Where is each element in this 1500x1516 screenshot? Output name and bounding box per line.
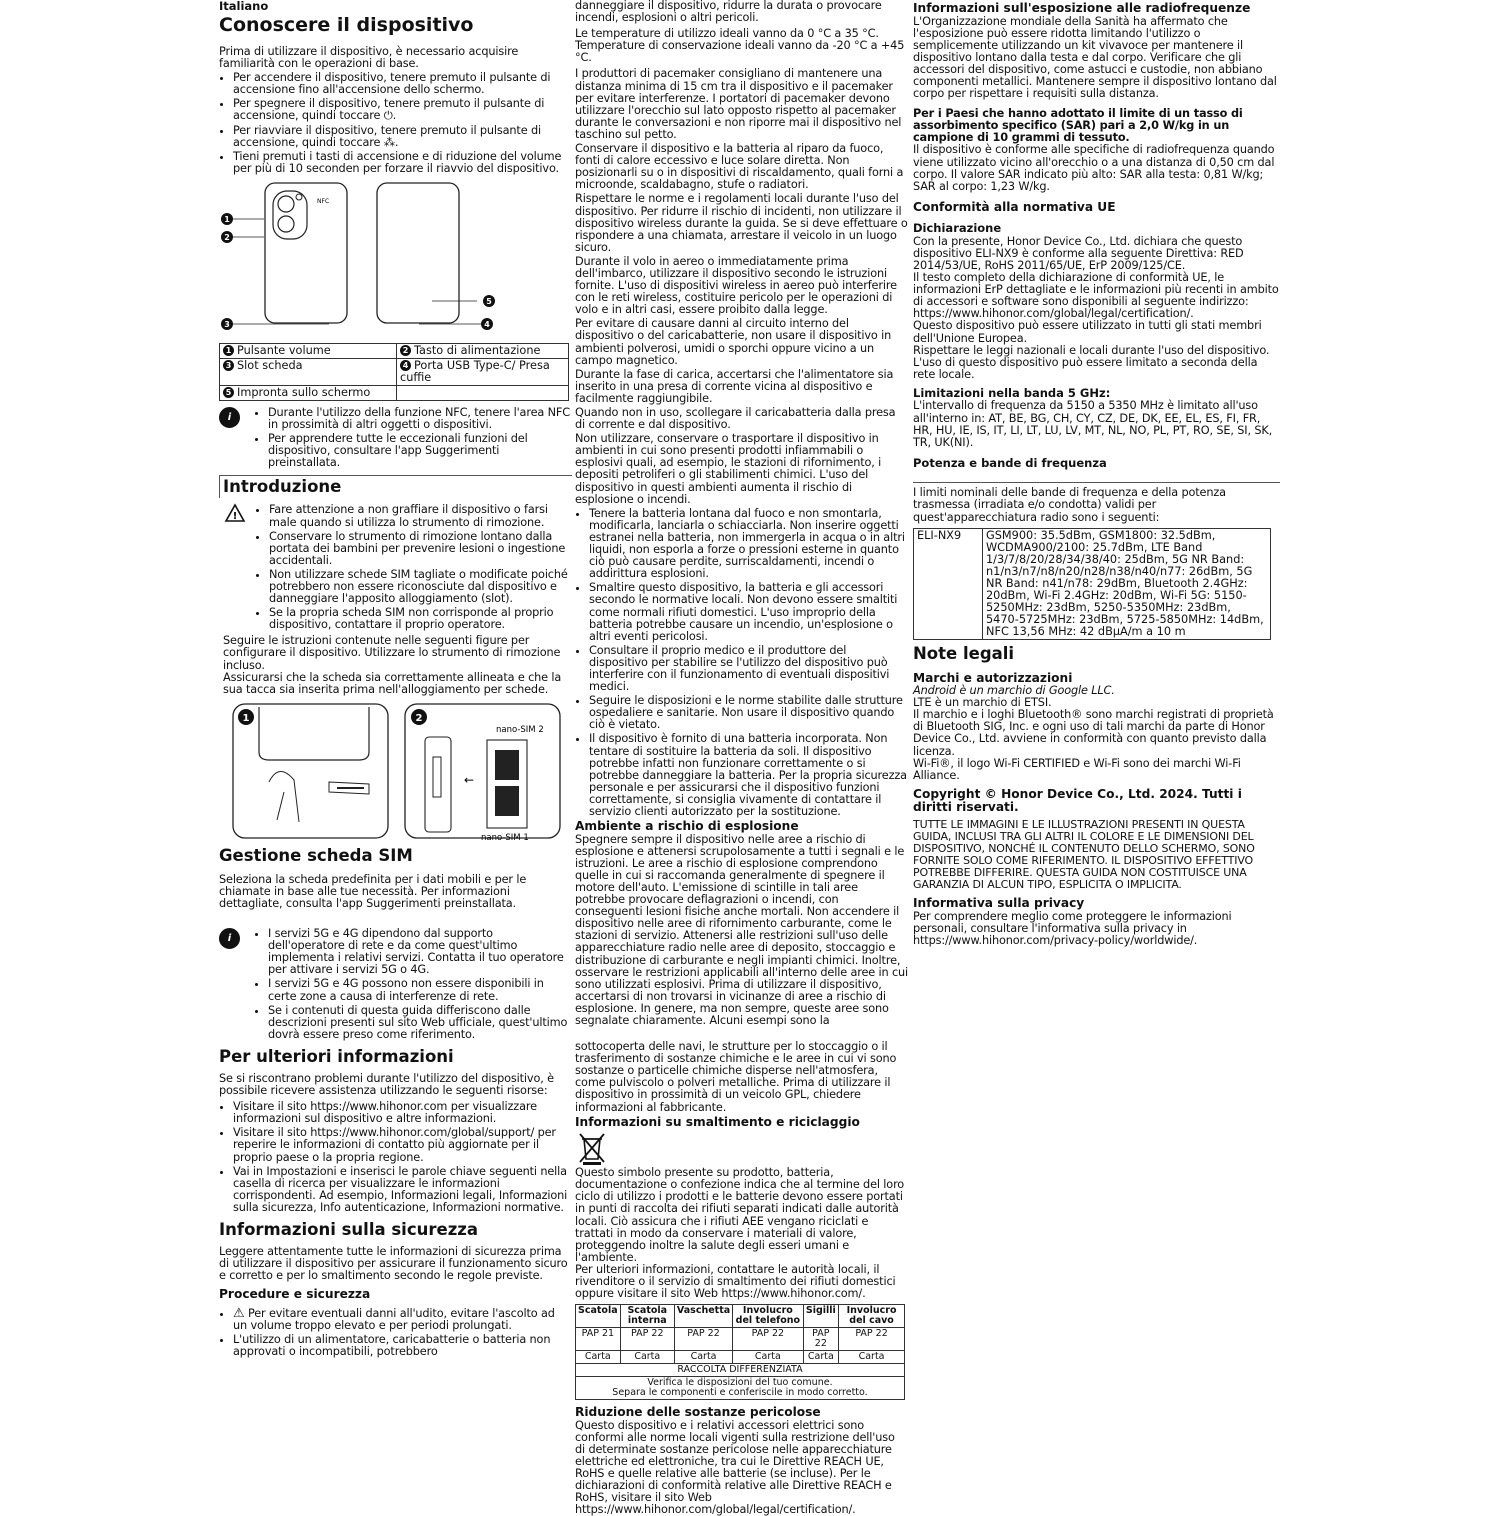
list-item: • Durante l'utilizzo della funzione NFC, tenere l'area NFC in prossimità di altri oggetti o dispositivi. bbox=[268, 407, 572, 431]
ambiente-text: Spegnere sempre il dispositivo nelle aree a rischio di esplosione e attenersi scrupolosamente a tutti i segnali e le istruzioni. Le aree a rischio di esplosione comprendono quelle in cui si raccomanda generalmente di spegnere il motore dell'auto. L'emissione di scintille in tali aree potrebbe provocare deflagrazioni o incendi, con conseguenti lesioni fisiche anche mortali. Non accendere il dispositivo nelle aree di rifornimento carburante, come le stazioni di servizio. Attenersi alle restrizioni sull'uso delle apparecchiature radio nelle aree di deposito, stoccaggio e distribuzione di carburante e negli impianti chimici. Inoltre, osservare le restrizioni applicabili all'interno delle aree in cui sono utilizzati esplosivi. Prima di utilizzare il dispositivo, accertarsi di non trovarsi in vicinanze di aree a rischio di esplosione. In genere, ma non sempre, queste aree sono segnalate chiaramente. Alcuni esempi sono la bbox=[575, 832, 909, 1027]
list-item: • Vai in Impostazioni e inserisci le parole chiave seguenti nella casella di ricerca per visualizzare le informazioni corrispondenti. Ad esempio, Informazioni legali, Informazioni sulla sicurezza, Info autenticazione, Informazioni normative. bbox=[233, 1166, 572, 1214]
list-item: • Per apprendere tutte le eccezionali funzioni del dispositivo, consultare l'app Suggerimenti preinstallata. bbox=[268, 433, 572, 469]
list-item: • Per riavviare il dispositivo, tenere premuto il pulsante di accensione, quindi toccare ⁂. bbox=[233, 125, 572, 149]
hand-sketch bbox=[269, 771, 369, 822]
hearing-warning-icon: ⚠ bbox=[233, 1305, 245, 1321]
list-item: • Conservare lo strumento di rimozione lontano dalla portata dei bambini per prevenire lesioni o ingestione accidentali. bbox=[269, 531, 572, 567]
list-item: • Per accendere il dispositivo, tenere premuto il pulsante di accensione fino all'accensione dello schermo. bbox=[233, 72, 572, 96]
disclaimer-caps: TUTTE LE IMMAGINI E LE ILLUSTRAZIONI PRESENTI IN QUESTA GUIDA, INCLUSI TRA GLI ALTRI IL COLORE E LE DIMENSIONI DEL DISPOSITIVO, NONCHÉ IL CONTENUTO DELLO SCHERMO, SONO FORNITE SOLO COME RIFERIMENTO. IL DISPOSITIVO EFFETTIVO POTREBBE DIFFERIRE. QUESTA GUIDA NON COSTITUISCE UNA GARANZIA DI ALCUN TIPO, ESPLICITA O IMPLICITA. bbox=[913, 817, 1255, 892]
copyright: Copyright © Honor Device Co., Ltd. 2024. Tutti i diritti riservati. bbox=[913, 786, 1242, 815]
parts-table: 1 Pulsante volume 2 Tasto di alimentazione 3 Slot scheda 4 Porta USB Type-C/ Presa cuffie 5 Impronta sullo schermo bbox=[219, 343, 569, 401]
text-paragraph: danneggiare il dispositivo, ridurre la durata o provocare incendi, esplosioni o altri pericoli. bbox=[575, 0, 882, 25]
privacy-text: Per comprendere meglio come proteggere le informazioni personali, consultare l'informativa sulla privacy in https://www.hihonor.com/privacy-policy/worldwide/. bbox=[913, 909, 1232, 948]
intro-text: Prima di utilizzare il dispositivo, è necessario acquisire familiarità con le operazioni di base. bbox=[219, 45, 519, 71]
sim-instructions: Seguire le istruzioni contenute nelle seguenti figure per configurare il dispositivo. Utilizzare lo strumento di rimozione incluso. bbox=[223, 634, 561, 672]
sicurezza-text: Leggere attentamente tutte le informazioni di sicurezza prima di utilizzare il dispositivo per assicurare il funzionamento sicuro e corretto e per lo smaltimento secondo le regole previste. bbox=[219, 1244, 568, 1283]
section-title-introduzione: Introduzione bbox=[223, 477, 342, 497]
language-label: Italiano bbox=[219, 0, 269, 13]
section-title-conoscere: Conoscere il dispositivo bbox=[219, 14, 474, 36]
text-paragraph: Durante il volo in aereo o immediatamente prima dell'imbarco, utilizzare il dispositivo secondo le istruzioni fornite. L'uso di dispositivi wireless in aereo può interferire con le reti wireless, costituire pericolo per le operazioni di volo e in altri casi, essere proibito dalla legge. bbox=[575, 254, 897, 317]
svg-text:1: 1 bbox=[224, 214, 230, 224]
list-item: • Smaltire questo dispositivo, la batteria e gli accessori secondo le normative locali. Non devono essere smaltiti come normali rifiuti domestici. L'uso improprio della batteria potrebbe causare un incendio, un'esplosione o altri eventi pericolosi. bbox=[589, 582, 908, 642]
riduzione-title: Riduzione delle sostanze pericolose bbox=[575, 1405, 821, 1420]
ulteriori-text: Se si riscontrano problemi durante l'utilizzo del dispositivo, è possibile ricevere assistenza utilizzando le seguenti risorse: bbox=[219, 1071, 554, 1098]
band-title: Limitazioni nella banda 5 GHz: bbox=[913, 385, 1111, 400]
part-label: Porta USB Type-C/ Presa cuffie bbox=[400, 358, 550, 384]
bands-cell: GSM900: 35.5dBm, GSM1800: 32.5dBm, WCDMA900/2100: 25.7dBm, LTE Band 1/3/7/8/20/28/34/38/40: 25dBm, 5G NR Band: n1/n3/n7/n8/n20/n28/n38/n40/n77: 26dBm, 5G NR Band: n41/n78: 29dBm, Bluetooth 2.4GHz: 20dBm, Wi-Fi 2.4GHz: 20dBm, Wi-Fi 5G: 5150-5250MHz: 23dBm, 5250-5350MHz: 23dBm, 5470-5725MHz: 23dBm, 5725-5850MHz: 14dBm, NFC 13,56 MHz: 42 dBµA/m a 10 m bbox=[983, 528, 1271, 639]
part-label: Tasto di alimentazione bbox=[414, 343, 541, 357]
svg-text:5: 5 bbox=[486, 296, 492, 306]
dichiarazione-text-2: Il testo completo della dichiarazione di conformità UE, le informazioni ErP dettagliate e le informazioni più recenti in ambito di accessori e software sono disponibili al seguente indirizzo: https://www.hihonor.com/global/legal/certification/. bbox=[913, 271, 1279, 321]
text-paragraph: Per evitare di causare danni al circuito interno del dispositivo o del caricabatterie, non usare il dispositivo in ambienti polverosi, umidi o sporchi oppure vicino a un campo magnetico. bbox=[575, 317, 892, 367]
marchi-lte: LTE è un marchio di ETSI. bbox=[913, 696, 1052, 710]
text-paragraph: I produttori di pacemaker consigliano di mantenere una distanza minima di 15 cm tra il dispositivo e il pacemaker per evitare interferenze. I portatori di pacemaker devono utilizzare l'orecchio sul lato opposto rispetto al pacemaker durante le conversazioni e non riporre mai il dispositivo nel taschino sul petto. bbox=[575, 67, 902, 141]
text-paragraph: Conservare il dispositivo e la batteria al riparo da fuoco, fonti di calore eccessivo e luce solare diretta. Non posizionarli su o in dispositivi di riscaldamento, quali forni a microonde, scaldabagno, stufe o radiatori. bbox=[575, 142, 904, 192]
phone-diagram bbox=[219, 179, 572, 339]
part-label: Pulsante volume bbox=[237, 343, 331, 357]
privacy-title: Informativa sulla privacy bbox=[913, 896, 1085, 911]
phone-top-outline bbox=[259, 707, 369, 760]
phone-back bbox=[265, 183, 347, 323]
smaltimento-more: Per ulteriori informazioni, contattare le autorità locali, il rivenditore o il servizio di smaltimento dei rifiuti domestici oppure visitare il sito Web https://www.hihonor.com/. bbox=[575, 1262, 896, 1301]
potenza-title: Potenza e bande di frequenza bbox=[913, 455, 1107, 470]
list-item: • Per spegnere il dispositivo, tenere premuto il pulsante di accensione, quindi toccare ⏻. bbox=[233, 98, 572, 122]
note-block bbox=[219, 407, 572, 471]
nfc-label: NFC bbox=[317, 197, 330, 205]
text-paragraph: Durante la fase di carica, accertarsi che l'alimentatore sia inserito in una presa di corrente vicina al dispositivo e facilmente raggiungibile. bbox=[575, 367, 894, 405]
battery-list bbox=[575, 508, 908, 818]
smaltimento-title: Informazioni su smaltimento e riciclaggio bbox=[575, 1114, 860, 1129]
sim-tray-diagram bbox=[219, 702, 572, 842]
warning-block bbox=[219, 504, 572, 633]
bands-table bbox=[913, 528, 1271, 640]
procedure-list bbox=[219, 1305, 572, 1359]
smaltimento-text: Questo simbolo presente su prodotto, batteria, documentazione o confezione indica che al termine del loro ciclo di utilizzo i prodotti e le batterie devono essere portati in punti di raccolta dei rifiuti separati indicati dalle autorità locali. Ciò assicura che i rifiuti AEE vengano riciclati e trattati in modo da conservare i materiali di valore, proteggendo inoltre la salute degli esseri umani e l'ambiente. bbox=[575, 1166, 905, 1264]
ue-title: Conformità alla normativa UE bbox=[913, 199, 1116, 214]
list-item: • Visitare il sito https://www.hihonor.com per visualizzare informazioni sul dispositivo e altre informazioni. bbox=[233, 1101, 572, 1125]
weee-bin-icon bbox=[575, 1131, 609, 1165]
list-item: • Se i contenuti di questa guida differiscono dalle descrizioni presenti sul sito Web ufficiale, quest'ultimo dovrà essere preso come riferimento. bbox=[268, 1005, 572, 1041]
marchi-android: Android è un marchio di Google LLC. bbox=[913, 684, 1115, 698]
model-cell: ELI-NX9 bbox=[914, 528, 983, 639]
recycling-table: Scatola Scatola interna Vaschetta Involucro del telefono Sigilli Involucro del cavo PAP 21 PAP 22 PAP 22 PAP 22 PAP 22 PAP 22 Carta Carta Carta Carta Carta Carta RACCOLTA DIFFERENZIATA Verifica le disposizioni del tuo comune. Separa le componenti e conferiscile in modo corretto. bbox=[575, 1304, 905, 1400]
section-title-note-legali: Note legali bbox=[913, 643, 1015, 663]
introduzione-header bbox=[219, 475, 572, 498]
ambiente-continued: sottocoperta delle navi, le strutture per lo stoccaggio o il trasferimento di sostanze chimiche e le aree in cui vi sono sostanze o particelle chimiche disperse nell'atmosfera, come pulviscolo o polveri metalliche. Prima di utilizzare il dispositivo in prossimità di un veicolo GPL, chiedere informazioni al fabbricante. bbox=[575, 1040, 897, 1114]
marchi-title: Marchi e autorizzazioni bbox=[913, 670, 1073, 685]
warning-icon bbox=[225, 504, 245, 522]
list-item: • Consultare il proprio medico e il produttore del dispositivo per stabilire se l'utilizzo del dispositivo può interferire con il funzionamento di eventuali dispositivi medici. bbox=[589, 645, 908, 693]
list-item: • I servizi 5G e 4G dipendono dal supporto dell'operatore di rete e da come quest'ultimo implementa i relativi servizi. Contatta il tuo operatore per attivare i servizi 5G o 4G. bbox=[268, 928, 572, 976]
nano-sim-1-label: nano-SIM 1 bbox=[481, 832, 529, 843]
svg-text:4: 4 bbox=[484, 319, 490, 329]
svg-text:1: 1 bbox=[242, 712, 250, 724]
callout-4 bbox=[481, 318, 493, 330]
phone-front bbox=[377, 183, 459, 323]
callout-5 bbox=[483, 295, 495, 307]
svg-text:2: 2 bbox=[224, 232, 230, 242]
phone-side bbox=[425, 737, 451, 832]
column-3 bbox=[913, 0, 1280, 1500]
dichiarazione-text-3: Questo dispositivo può essere utilizzato in tutti gli stati membri dell'Unione Europea. bbox=[913, 319, 1262, 345]
svg-text:3: 3 bbox=[224, 319, 230, 329]
svg-text:2: 2 bbox=[415, 712, 423, 724]
step-2-badge bbox=[411, 709, 427, 725]
svg-text:!: ! bbox=[232, 511, 238, 523]
nano-sim-2-label: nano-SIM 2 bbox=[496, 724, 544, 735]
svg-text:←: ← bbox=[464, 772, 475, 787]
list-item: • Il dispositivo è fornito di una batteria incorporata. Non tentare di sostituire la batteria da soli. Il dispositivo potrebbe infatti non funzionare correttamente o si potrebbe danneggiare la batteria. Per la propria sicurezza personale e per assicurarsi che il dispositivo funzioni correttamente, si consiglia vivamente di contattare il servizio clienti autorizzato per la sostituzione. bbox=[589, 733, 908, 818]
list-item: • Tenere la batteria lontana dal fuoco e non smontarla, modificarla, lanciarla o schiacciarla. Non inserire oggetti estranei nella batteria, non immergerla in acqua o in altri liquidi, non esporla a forze o pressioni esterne in quanto ciò può causare perdite, surriscaldamenti, incendi o addirittura esplosioni. bbox=[589, 508, 908, 581]
sar-bold: Per i Paesi che hanno adottato il limite di un tasso di assorbimento specifico (SAR) pari a 2,0 W/kg in un campione di 10 grammi di tessuto. bbox=[913, 107, 1243, 145]
dichiarazione-text-4: Rispettare le leggi nazionali e locali durante l'uso del dispositivo. bbox=[913, 343, 1270, 357]
list-item: • Se la propria scheda SIM non corrisponde al proprio dispositivo, contattare il proprio operatore. bbox=[269, 607, 572, 631]
note-block-5g bbox=[219, 928, 572, 1043]
dichiarazione-text: Con la presente, Honor Device Co., Ltd. dichiara che questo dispositivo ELI-NX9 è conforme alla seguente Direttiva: RED 2014/53/UE, RoHS 2011/65/UE, ErP 2009/125/CE. bbox=[913, 234, 1244, 272]
list-item: • Non utilizzare schede SIM tagliate o modificate poiché potrebbero non essere riconosciute dal dispositivo e danneggiare l'apposito alloggiamento (slot). bbox=[269, 569, 572, 605]
section-title-ulteriori: Per ulteriori informazioni bbox=[219, 1046, 454, 1066]
band-text: L'intervallo di frequenza da 5150 a 5350 MHz è limitato all'uso all'interno in: AT, BE, BG, CH, CY, CZ, DE, DK, EE, EL, ES, FI, FR, HR, HU, IE, IS, IT, LI, LT, LU, LV, MT, NL, NO, PL, PT, RO, SE, SI, SK, TR, UK(NI). bbox=[913, 399, 1273, 449]
callout-1 bbox=[221, 213, 233, 225]
list-item: • Fare attenzione a non graffiare il dispositivo o farsi male quando si utilizza lo strumento di rimozione. bbox=[269, 504, 572, 528]
list-item: • Visitare il sito https://www.hihonor.com/global/support/ per reperire le informazioni di contatto più aggiornate per il proprio paese o la propria regione. bbox=[233, 1127, 572, 1163]
camera-lens-icon bbox=[278, 196, 294, 212]
dichiarazione-text-5: L'uso di questo dispositivo può essere limitato a seconda della rete locale. bbox=[913, 355, 1258, 381]
list-item: • L'utilizzo di un alimentatore, caricabatterie o batteria non approvati o incompatibili, potrebbero bbox=[233, 1334, 572, 1358]
step-1-badge bbox=[238, 709, 254, 725]
section-title-gestione: Gestione scheda SIM bbox=[219, 845, 413, 865]
text-paragraph: Rispettare le norme e i regolamenti locali durante l'uso del dispositivo. Per ridurre il rischio di incidenti, non utilizzare il dispositivo wireless durante la guida. Se si deve effettuare o rispondere a una chiamata, arrestare il veicolo in un luogo sicuro. bbox=[575, 192, 908, 254]
list-item: • I servizi 5G e 4G possono non essere disponibili in certe zone a causa di interferenze di rete. bbox=[268, 978, 572, 1002]
gestione-text: Seleziona la scheda predefinita per i dati mobili e per le chiamate in base alle tue necessità. Per informazioni dettagliate, consulta l'app Suggerimenti preinstallata. bbox=[219, 872, 527, 910]
procedure-title: Procedure e sicurezza bbox=[219, 1287, 371, 1302]
list-item: • Tieni premuti i tasti di accensione e di riduzione del volume per più di 10 seconden per forzare il riavvio del dispositivo. bbox=[233, 151, 572, 175]
marchi-bt: Il marchio e i loghi Bluetooth® sono marchi registrati di proprietà di Bluetooth SIG, Inc. e ogni uso di tali marchi da parte di Honor Device Co., Ltd. avviene in conformità con quanto previsto dalla licenza. bbox=[913, 708, 1274, 758]
riduzione-text: Questo dispositivo e i relativi accessori elettrici sono conformi alle norme locali vigenti sulla restrizione dell'uso di determinate sostanze pericolose nelle apparecchiature elettriche ed elettroniche, tra cui le Direttive REACH UE, RoHS e quelle relative alle batterie (se incluse). Per le dichiarazioni di conformità relative alle Direttive REACH e RoHS, visitare il sito Web https://www.hihonor.com/global/legal/certification/. bbox=[575, 1418, 895, 1516]
column-2 bbox=[575, 0, 909, 1516]
section-title-sicurezza: Informazioni sulla sicurezza bbox=[219, 1219, 479, 1239]
text-paragraph: Non utilizzare, conservare o trasportare il dispositivo in ambienti in cui sono presenti prodotti infiammabili o esplosivi quali, ad esempio, le stazioni di rifornimento, i depositi petroliferi o gli stabilimenti chimici. L'uso del dispositivo in questi ambienti aumenta il rischio di esplosione o incendi. bbox=[575, 432, 882, 506]
column-1 bbox=[219, 0, 572, 1500]
text-paragraph: Quando non in uso, scollegare il caricabatteria dalla presa di corrente e dal dispositivo. bbox=[575, 406, 896, 432]
ambiente-title: Ambiente a rischio di esplosione bbox=[575, 819, 799, 834]
text-paragraph: Le temperature di utilizzo ideali vanno da 0 °C a 35 °C. Temperature di conservazione ideali vanno da -20 °C a +45 °C. bbox=[575, 27, 905, 65]
sar-text: Il dispositivo è conforme alle specifiche di radiofrequenza quando viene utilizzato vicino all'orecchio o a una distanza di 0,50 cm dal corpo. Il valore SAR indicato più alto: SAR alla testa: 0,81 W/kg; SAR al corpo: 1,23 W/kg. bbox=[913, 143, 1275, 193]
dichiarazione-title: Dichiarazione bbox=[913, 221, 1002, 236]
part-label: Impronta sullo schermo bbox=[237, 385, 371, 399]
power-steps-list bbox=[219, 72, 572, 175]
part-label: Slot scheda bbox=[237, 358, 303, 372]
info-icon: i bbox=[219, 407, 240, 428]
callout-2 bbox=[221, 231, 233, 243]
camera-lens-icon bbox=[278, 216, 294, 232]
resources-list bbox=[219, 1101, 572, 1214]
rf-title: Informazioni sull'esposizione alle radiofrequenze bbox=[913, 1, 1251, 15]
flash-icon bbox=[296, 194, 302, 200]
rf-text: L'Organizzazione mondiale della Sanità ha affermato che l'esposizione può essere ridotta limitando l'utilizzo o semplicemente utilizzando un kit vivavoce per mantenere il dispositivo lontano dalla testa e dal corpo. Verificare che gli accessori del dispositivo, come astucci e custodie, non abbiano componenti metallici. Mantenere sempre il dispositivo lontano dal corpo per rispettare i requisiti sulla distanza. bbox=[913, 14, 1277, 101]
sim-alignment: Assicurarsi che la scheda sia correttamente allineata e che la sua tacca sia inserita prima nell'alloggiamento per schede. bbox=[223, 670, 562, 696]
callout-3 bbox=[221, 318, 233, 330]
list-item: • Seguire le disposizioni e le norme stabilite dalle strutture ospedaliere e sanitarie. Non usare il dispositivo quando ciò è vietato. bbox=[589, 695, 908, 731]
list-item: • ⚠ Per evitare eventuali danni all'udito, evitare l'ascolto ad un volume troppo elevato e per periodi prolungati. bbox=[233, 1308, 572, 1332]
info-icon: i bbox=[219, 928, 240, 949]
marchi-wifi: Wi-Fi®, il logo Wi-Fi CERTIFIED e Wi-Fi sono dei marchi Wi-Fi Alliance. bbox=[913, 756, 1241, 782]
potenza-text: I limiti nominali delle bande di frequenza e della potenza trasmessa (irradiata e/o condotta) validi per quest'apparecchiatura radio sono i seguenti: bbox=[913, 482, 1280, 523]
